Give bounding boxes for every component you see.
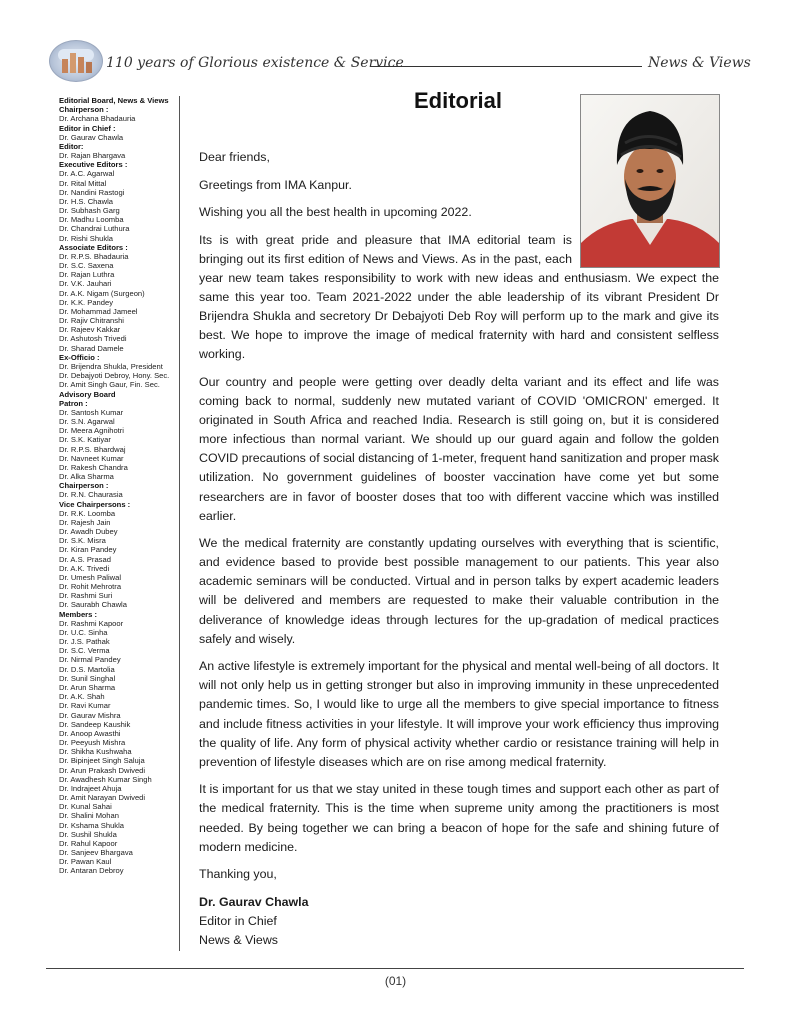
paragraph-covid: Our country and people were getting over deadly delta variant and its effect and life was coming back to normal, suddenly new mutated variant of COVID 'OMICRON' emerged. It originated in South Africa and reached India. Research is still going on, but it is considered more infectious than normal variant. We should up our guard again and follow the golden COVID precautions of social distancing of 1-meter, frequent hand sanitization and proper mask utilization. No government guidelines of booster vaccination have come yet but some researchers are in favor of booster doses that too with different vaccine which was instilled earlier.	[199, 374, 719, 523]
sidebar-member: Dr. S.C. Saxena	[59, 261, 114, 271]
sidebar-member: Dr. Shalini Mohan	[59, 811, 119, 821]
sidebar-member: Dr. R.N. Chaurasia	[59, 490, 123, 500]
paragraph-intro: Its is with great pride and pleasure that IMA editorial team is bringing out its first edition of News and Views. As in the past, each year new team takes responsibility to work with new ideas and enthusiasm. We expect the same this year too. Team 2021-2022 under the able leadership of its vibrant President Dr Brijendra Shukla and secretory Dr Debajyoti Deb Roy will perform up to the mark and give its best. We hope to improve the image of medical fraternity with hard and consistent selfless working.	[199, 232, 719, 362]
sidebar-member: Dr. Anoop Awasthi	[59, 728, 121, 738]
sidebar-member: Dr. A.C. Agarwal	[59, 169, 115, 179]
sidebar-heading: Chairperson :	[59, 105, 109, 115]
sidebar-member: Dr. Nandini Rastogi	[59, 187, 125, 197]
sidebar-member: Dr. Antaran Debroy	[59, 866, 124, 876]
sidebar-heading: Chairperson :	[59, 481, 109, 491]
sidebar-member: Dr. J.S. Pathak	[59, 637, 110, 647]
sidebar-member: Dr. U.C. Sinha	[59, 627, 108, 637]
wishes-line: Wishing you all the best health in upcoming 2022.	[199, 205, 472, 220]
sidebar-member: Dr. Rashmi Suri	[59, 591, 113, 601]
editorial-body	[199, 148, 719, 950]
sidebar-member: Dr. Bipinjeet Singh Saluja	[59, 756, 145, 766]
photo-wrap-space	[580, 148, 719, 265]
sidebar-member: Dr. R.P.S. Bhadauria	[59, 251, 129, 261]
sidebar-member: Dr. Rajan Luthra	[59, 270, 115, 280]
sidebar-member: Dr. Saurabh Chawla	[59, 600, 127, 610]
sidebar-member: Dr. Kunal Sahai	[59, 802, 112, 812]
sidebar-member: Dr. Kshama Shukla	[59, 820, 124, 830]
page-title: Editorial	[414, 88, 503, 113]
salutation: Dear friends,	[199, 150, 270, 164]
sidebar-member: Dr. Rajan Bhargava	[59, 151, 126, 161]
sidebar-member: Dr. K.K. Pandey	[59, 297, 114, 307]
sidebar-member: Dr. Debajyoti Debroy, Hony. Sec.	[59, 371, 170, 381]
sidebar-member: Dr. S.K. Misra	[59, 536, 106, 546]
greeting-line: Greetings from IMA Kanpur.	[199, 177, 352, 192]
sidebar-member: Dr. Awadh Dubey	[59, 527, 118, 537]
sidebar-member: Dr. Meera Agnihotri	[59, 426, 124, 436]
page-number: (01)	[384, 974, 407, 988]
sidebar-member: Dr. Ravi Kumar	[59, 701, 111, 711]
sidebar-member: Dr. S.N. Agarwal	[59, 417, 115, 427]
sidebar-member: Dr. A.K. Shah	[59, 692, 105, 702]
sidebar-member: Dr. Arun Sharma	[59, 683, 116, 692]
sidebar-divider	[179, 96, 180, 951]
sidebar-member: Dr. Sharad Damele	[59, 343, 124, 353]
sidebar-member: Dr. Sunil Singhal	[59, 673, 116, 683]
sidebar-member: Dr. Subhash Garg	[59, 206, 120, 216]
sidebar-member: Dr. Rajiv Chitranshi	[59, 316, 124, 326]
sidebar-member: Dr. Chandrai Luthura	[59, 224, 130, 234]
sidebar-heading: Associate Editors :	[59, 242, 128, 252]
sidebar-heading: Vice Chairpersons :	[59, 499, 131, 509]
sidebar-heading: Advisory Board	[59, 389, 116, 399]
signature-name: Dr. Gaurav Chawla	[199, 894, 309, 909]
sidebar-member: Dr. Rishi Shukla	[59, 233, 114, 243]
sidebar-member: Dr. V.K. Jauhari	[59, 279, 112, 289]
sidebar-member: Dr. Nirmal Pandey	[59, 655, 121, 665]
signature-role: Editor in Chief	[199, 913, 277, 928]
sidebar-member: Dr. Rohit Mehrotra	[59, 582, 122, 592]
paragraph-academics: We the medical fraternity are constantly updating ourselves with everything that is scientific, and evidence based to provide best possible management to our patients. This year also academic seminars will be conducted. Virtual and in person talks by expert academic leaders will be delivered and members are requested to make their valuable contribution in the deliverance of knowledge ideas through lectures for the up-gradation of medical practices safely and wisely.	[199, 536, 719, 646]
sidebar-member: Dr. Santosh Kumar	[59, 407, 124, 417]
sidebar-heading: Executive Editors :	[59, 160, 128, 170]
sidebar-member: Dr. A.K. Nigam (Surgeon)	[59, 288, 145, 298]
sidebar-member: Dr. Indrajeet Ahuja	[59, 783, 122, 793]
sidebar-member: Dr. Madhu Loomba	[59, 215, 124, 225]
sidebar-member: Dr. Rital Mittal	[59, 178, 107, 188]
sidebar-member: Dr. Ashutosh Trivedi	[59, 334, 127, 344]
sidebar-member: Dr. S.C. Verma	[59, 646, 110, 656]
signature-publication: News & Views	[199, 932, 278, 947]
sidebar-heading: Editor:	[59, 141, 84, 151]
header-publication: News & Views	[648, 55, 751, 71]
sidebar-member: Dr. D.S. Martolia	[59, 664, 115, 674]
sidebar-member: Dr. Kiran Pandey	[59, 545, 117, 555]
sidebar-member: Dr. Sushil Shukla	[59, 829, 117, 839]
sidebar-member: Dr. Mohammad Jameel	[59, 306, 138, 316]
sidebar-member: Dr. Umesh Paliwal	[59, 572, 122, 582]
sidebar-member: Dr. A.K. Trivedi	[59, 563, 110, 573]
sidebar-member: Dr. Archana Bhadauria	[59, 114, 136, 124]
sidebar-member: Dr. Rahul Kapoor	[59, 838, 118, 848]
sidebar-heading: Editor in Chief :	[59, 123, 116, 133]
paragraph-unity: It is important for us that we stay united in these tough times and support each other as part of the medical fraternity. This is the time when supreme unity among the practitioners is most needed. By being together we can bring a beacon of hope for the safe and shining future of modern medicine.	[199, 782, 719, 854]
ima-logo	[49, 40, 103, 82]
sidebar-member: Dr. Amit Singh Gaur, Fin. Sec.	[59, 380, 160, 390]
editorial-board-sidebar	[59, 96, 179, 876]
sidebar-member: Dr. R.K. Loomba	[59, 508, 116, 518]
sidebar-member: Dr. Gaurav Mishra	[59, 710, 121, 720]
header-tagline: 110 years of Glorious existence & Service	[106, 55, 404, 71]
sidebar-member: Dr. Brijendra Shukla, President	[59, 361, 163, 371]
sidebar-member: Dr. S.K. Katiyar	[59, 435, 111, 445]
sidebar-heading: Editorial Board, News & Views	[59, 96, 169, 105]
sidebar-member: Dr. Pawan Kaul	[59, 857, 112, 867]
paragraph-fitness: An active lifestyle is extremely important for the physical and mental well-being of all doctors. It will not only help us in getting stronger but also in improving immunity in these unprecedented pandemic times. So, I would like to urge all the members to give special importance to fitness and include fitness activities in your lifestyle. It will improve your work efficiency thus improving the quality of life. Any form of physical activity whether cardio or resistance training will help in prevention of lifestyle diseases which are on rise among medical fraternity.	[199, 659, 719, 769]
sidebar-member: Dr. Rajesh Jain	[59, 517, 111, 527]
sidebar-member: Dr. Peeyush Mishra	[59, 738, 126, 748]
sidebar-member: Dr. H.S. Chawla	[59, 196, 114, 206]
sidebar-member: Dr. Awadhesh Kumar Singh	[59, 774, 152, 784]
sidebar-member: Dr. Sandeep Kaushik	[59, 719, 131, 729]
closing-line: Thanking you,	[199, 867, 277, 882]
sidebar-member: Dr. Rakesh Chandra	[59, 462, 128, 472]
header-rule	[370, 66, 642, 67]
sidebar-member: Dr. Sanjeev Bhargava	[59, 848, 133, 858]
sidebar-heading: Patron :	[59, 398, 88, 408]
sidebar-member: Dr. A.S. Prasad	[59, 554, 111, 564]
sidebar-member: Dr. Rashmi Kapoor	[59, 618, 124, 628]
sidebar-member: Dr. Alka Sharma	[59, 472, 114, 482]
sidebar-member: Dr. Gaurav Chawla	[59, 132, 124, 142]
sidebar-member: Dr. Navneet Kumar	[59, 453, 124, 463]
sidebar-member: Dr. R.P.S. Bhardwaj	[59, 444, 126, 454]
sidebar-heading: Members :	[59, 609, 97, 619]
footer-rule	[46, 968, 744, 969]
sidebar-member: Dr. Rajeev Kakkar	[59, 325, 121, 335]
sidebar-heading: Ex-Officio :	[59, 352, 100, 362]
sidebar-member: Dr. Amit Narayan Dwivedi	[59, 793, 146, 803]
sidebar-member: Dr. Arun Prakash Dwivedi	[59, 765, 146, 775]
sidebar-member: Dr. Shikha Kushwaha	[59, 747, 132, 757]
